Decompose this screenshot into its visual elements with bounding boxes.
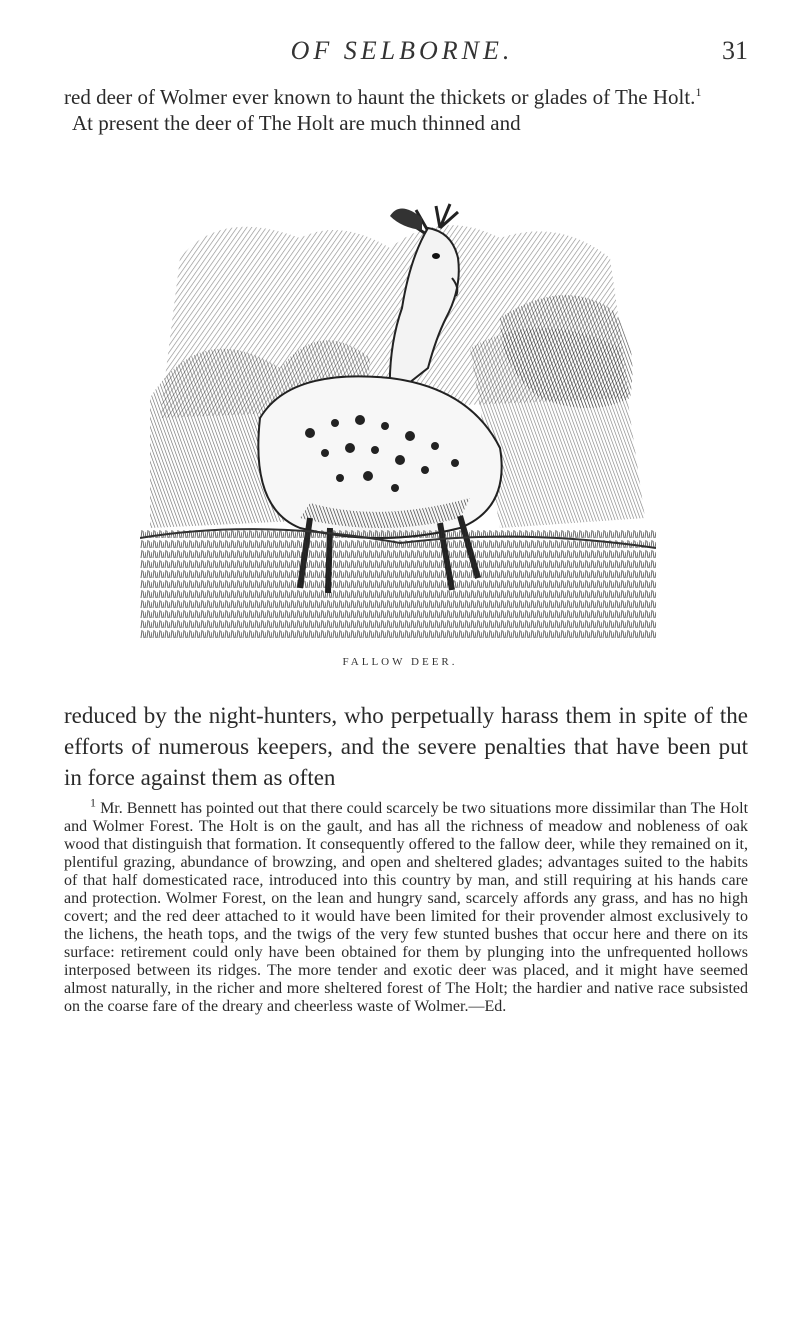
paragraph-top-text-b: At present the deer of The Holt are much thinned and — [72, 111, 521, 135]
figure-caption: FALLOW DEER. — [342, 656, 458, 668]
paragraph-top — [64, 84, 748, 136]
fallow-deer-illustration — [140, 198, 656, 638]
footnote-marker: 1 — [90, 795, 96, 810]
paragraph-bottom: reduced by the night-hunters, who perpetually harass them in spite of the efforts of numerous keepers, and the severe penalties that have been put in force against them as often — [64, 703, 748, 790]
running-head — [56, 36, 748, 64]
footnote-text: Mr. Bennett has pointed out that there could scarcely be two situations more dissimilar than The Holt and Wolmer Forest. The Holt is on the gault, and has all the richness of meadow and nobleness of oak wood that distinguish that formation. It consequently offered to the fallow deer, while they remained on it, plentiful grazing, abundance of browzing, and open and sheltered glades; advantages suited to the habits of that half domesticated race, introduced into this country by man, and still requiring at his hands care and protection. Wolmer Forest, on the lean and hungry sand, scarcely affords any grass, and has no high covert; and the red deer attached to it would have been limited for their provender almost exclusively to the lichens, the heath tops, and the twigs of the very few stunted bushes that occur here and there on its surface: retirement could only have been obtained for them by plunging into the unfrequented hollows interposed between its ridges. The more tender and exotic deer was placed, and it might have seemed almost naturally, in the richer and more sheltered forest of The Holt; the hardier and native race subsisted on the coarse fare of the dreary and cheerless waste of Wolmer.—Ed. — [64, 800, 749, 1015]
page-number: 31 — [722, 36, 748, 65]
running-title: OF SELBORNE. — [290, 36, 514, 65]
paragraph-top-text-a: red deer of Wolmer ever known to haunt the thickets or glades of The Holt. — [64, 85, 696, 109]
footnote-reference: 1 — [695, 85, 702, 99]
footnote — [64, 795, 749, 1016]
